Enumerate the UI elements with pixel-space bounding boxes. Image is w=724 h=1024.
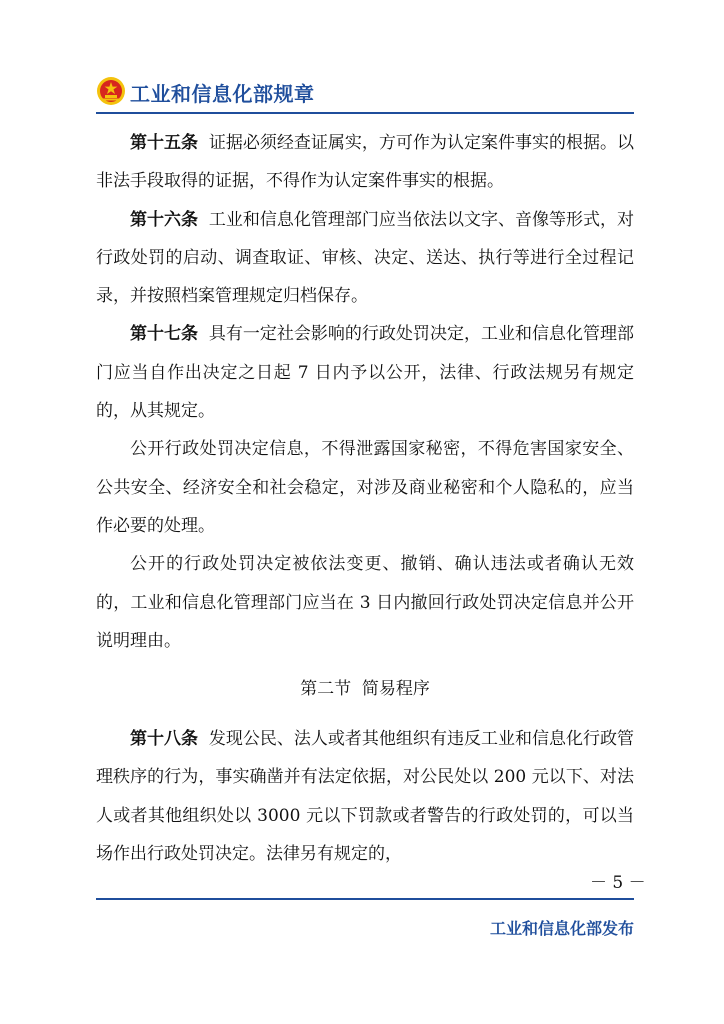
article-heading: 第十七条 bbox=[130, 324, 199, 345]
article-16 bbox=[96, 201, 634, 316]
article-text: 工业和信息化管理部门应当依法以文字、音像等形式，对行政处罚的启动、调查取证、审核、决定、送达、执行等进行全过程记录，并按照档案管理规定归档保存。 bbox=[96, 209, 635, 307]
article-17-paragraph-3 bbox=[96, 545, 634, 660]
footer-rule bbox=[96, 898, 634, 900]
document-body bbox=[96, 124, 634, 873]
page-header bbox=[96, 76, 634, 112]
header-title: 工业和信息化部规章 bbox=[130, 82, 315, 106]
national-emblem-icon bbox=[96, 76, 126, 106]
publisher-label: 工业和信息化部发布 bbox=[489, 919, 634, 938]
paragraph-text: 公开行政处罚决定信息，不得泄露国家秘密，不得危害国家安全、公共安全、经济安全和社会稳定，对涉及商业秘密和个人隐私的，应当作必要的处理。 bbox=[96, 439, 634, 536]
article-18 bbox=[96, 720, 634, 873]
article-17-paragraph-2 bbox=[96, 430, 634, 545]
article-heading: 第十八条 bbox=[130, 729, 199, 750]
article-text: 具有一定社会影响的行政处罚决定，工业和信息化管理部门应当自作出决定之日起 7 日内予以公开，法律、行政法规另有规定的，从其规定。 bbox=[96, 324, 635, 422]
header-rule bbox=[96, 112, 634, 114]
paragraph-text: 公开的行政处罚决定被依法变更、撤销、确认违法或者确认无效的，工业和信息化管理部门应当在 3 日内撤回行政处罚决定信息并公开说明理由。 bbox=[96, 554, 634, 651]
section-heading: 第二节 简易程序 bbox=[300, 679, 430, 700]
article-text: 证据必须经查证属实，方可作为认定案件事实的根据。以非法手段取得的证据，不得作为认定案件事实的根据。 bbox=[96, 133, 635, 192]
article-text: 发现公民、法人或者其他组织有违反工业和信息化行政管理秩序的行为，事实确凿并有法定依据，对公民处以 200 元以下、对法人或者其他组织处以 3000 元以下罚款或者警告的行政处罚的，可以当场作出行政处罚决定。法律另有规定的， bbox=[96, 729, 635, 865]
article-15 bbox=[96, 124, 634, 201]
article-17 bbox=[96, 315, 634, 430]
page-number: － 5 － bbox=[590, 873, 646, 893]
article-heading: 第十五条 bbox=[130, 133, 199, 153]
article-heading: 第十六条 bbox=[130, 209, 199, 230]
